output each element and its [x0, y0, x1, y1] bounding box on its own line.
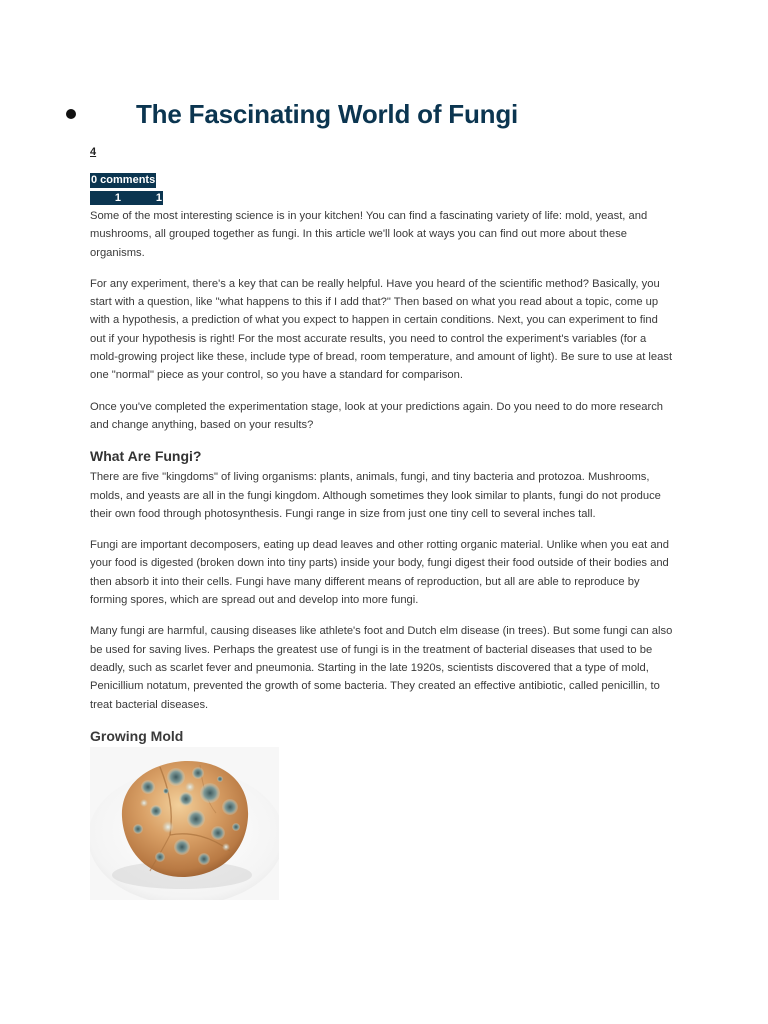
upvote-button[interactable]: 1 [90, 191, 122, 205]
intro-paragraph-1: Some of the most interesting science is in your kitchen! You can find a fascinating variety of life: mold, yeast, and mushrooms, all grouped together as fungi. In this article we'll look at ways you can find out more about these organisms. [90, 210, 648, 259]
fungi-paragraph-2: Fungi are important decomposers, eating up dead leaves and other rotting organic material. Unlike when you eat and your food is digested (broken down into tiny parts) inside your body, fungi digest their food outside of their bodies and then absorb it into their cells. Fungi have many different means of reproduction, but all are able to reproduce by forming spores, which are spread out and develop into more fungi. [90, 539, 669, 607]
fungi-paragraph-1: There are five "kingdoms" of living organisms: plants, animals, fungi, and tiny bacteria and protozoa. Mushrooms, molds, and yeasts are all in the fungi kingdom. Although sometimes they look similar to plants, fungi do not produce their own food through photosynthesis. Fungi range in size from just one tiny cell to several inches tall. [90, 471, 661, 520]
intro-paragraph-2: For any experiment, there's a key that can be really helpful. Have you heard of the scientific method? Basically, you start with a question, like "what happens to this if I add that?" Then based on what you read about a topic, come up with a hypothesis, a prediction of what you expect to happen in certain conditions. Next, you can experiment to find out if your hypothesis is right! For the most accurate results, you need to control the experiment's variables (for a mold-growing project like these, include type of bread, room temperature, and amount of light). Be sure to use at least one "normal" piece as your control, so you have a standard for comparison. [90, 277, 673, 382]
title-row [66, 96, 518, 132]
comments-badge[interactable]: 0 comments [91, 174, 156, 186]
intro-paragraph-3: Once you've completed the experimentation stage, look at your predictions again. Do you need to do more research and change anything, based on your results? [90, 400, 664, 431]
section-heading-growing-mold: Growing Mold [90, 727, 184, 744]
fungi-paragraph-3: Many fungi are harmful, causing diseases like athlete's foot and Dutch elm disease (in trees). But some fungi can also be used for saving lives. Perhaps the greatest use of fungi is in the treatment of bacterial diseases that used to be deadly, such as scarlet fever and pneumonia. Starting in the late 1920s, scientists discovered that a type of mold, Penicillium notatum, prevented the growth of some bacteria. They created an effective antibiotic, called penicillin, to treat bacterial diseases. [90, 625, 673, 711]
page-title: The Fascinating World of Fungi [136, 98, 519, 129]
rating-count-link[interactable]: 4 [90, 146, 97, 158]
bullet-icon [66, 109, 76, 119]
section-heading-what-are-fungi: What Are Fungi? [90, 448, 202, 465]
downvote-button[interactable]: 1 [122, 191, 163, 205]
moldy-bread-image [90, 747, 279, 900]
article-body [90, 207, 676, 900]
vote-controls [90, 191, 163, 205]
